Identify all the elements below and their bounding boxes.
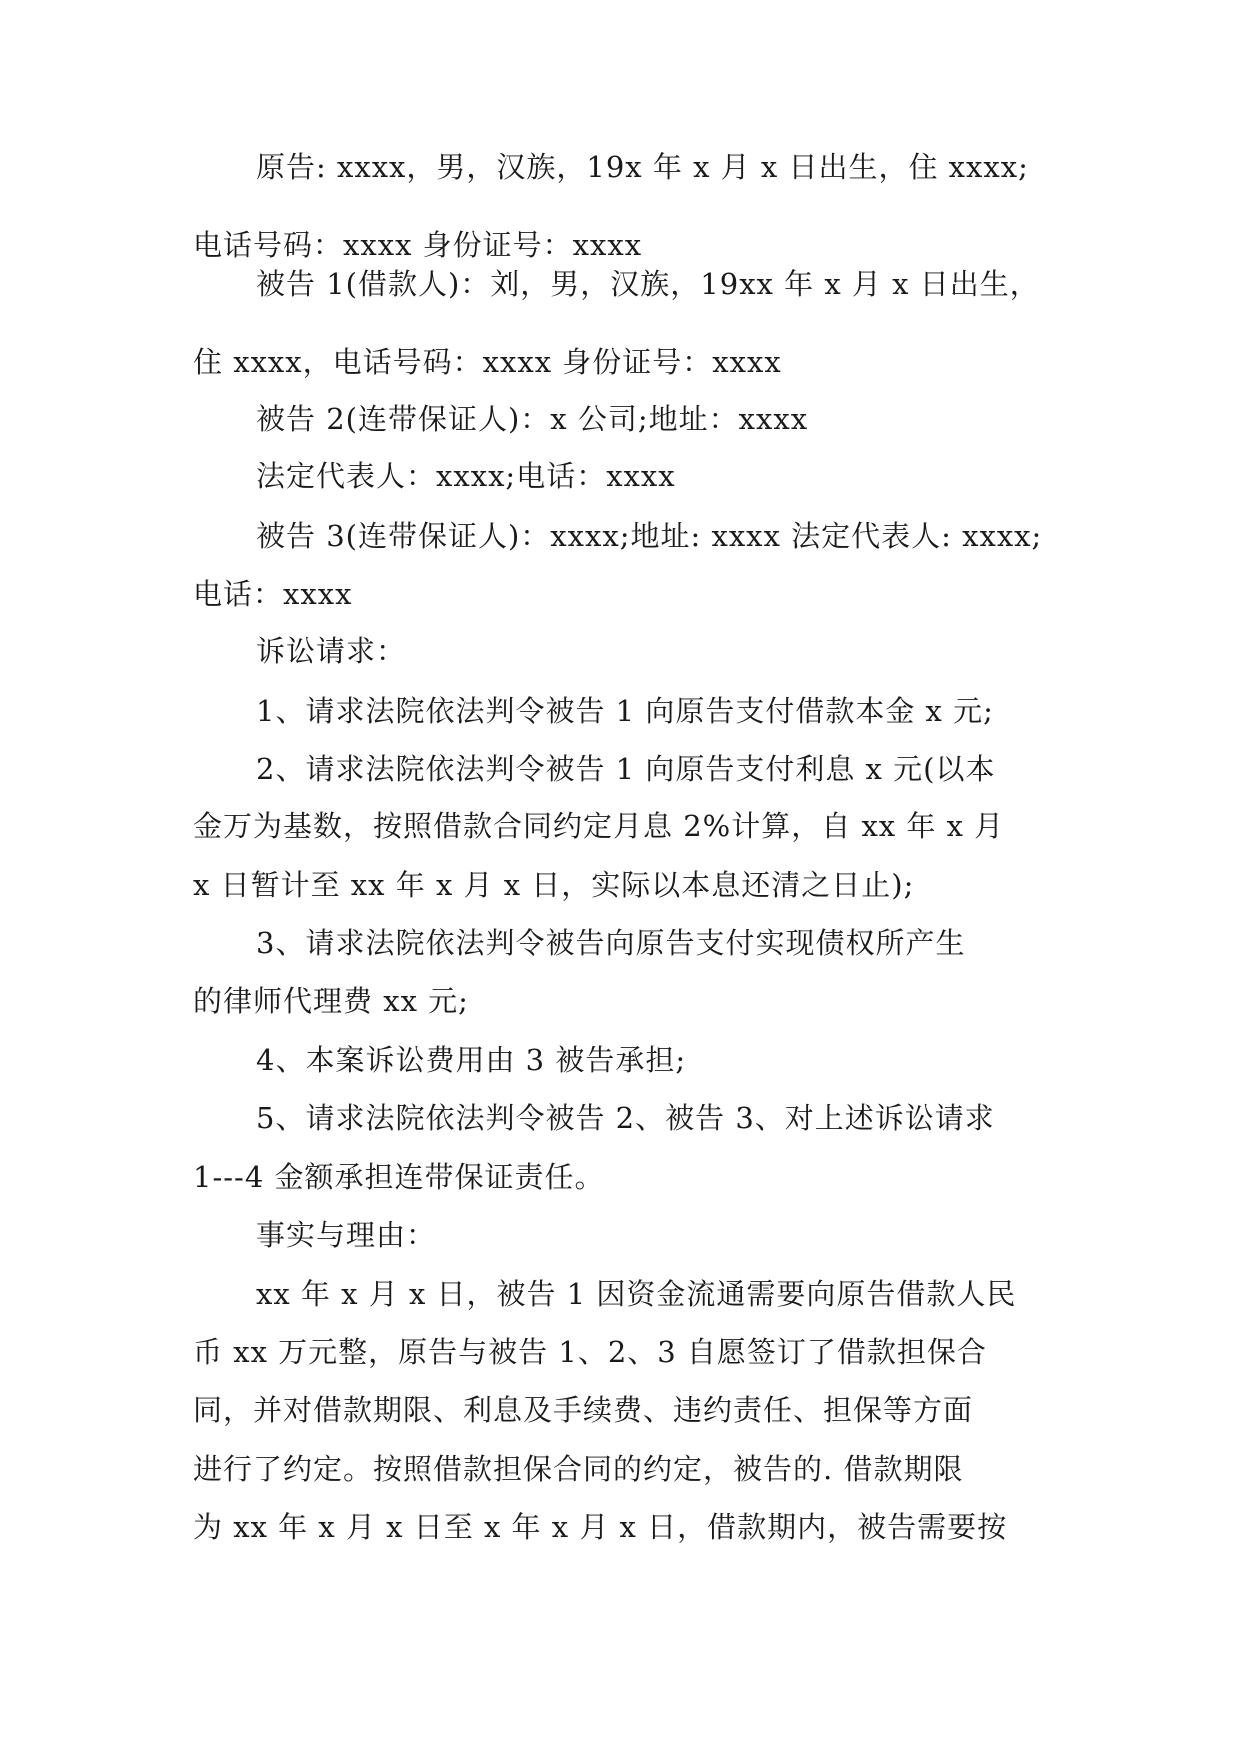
defendant-3-phone-line: 电话：xxxx: [193, 577, 353, 611]
defendant-2-line: 被告 2(连带保证人)：x 公司;地址：xxxx: [256, 402, 809, 436]
facts-line-2: 币 xx 万元整，原告与被告 1、2、3 自愿签订了借款担保合: [193, 1335, 987, 1369]
defendant-1-contact-line: 住 xxxx，电话号码：xxxx 身份证号：xxxx: [193, 345, 782, 379]
facts-line-1: xx 年 x 月 x 日，被告 1 因资金流通需要向原告借款人民: [256, 1277, 1017, 1311]
defendant-1-line: 被告 1(借款人)：刘，男，汉族，19xx 年 x 月 x 日出生，: [256, 267, 1040, 301]
facts-line-5: 为 xx 年 x 月 x 日至 x 年 x 月 x 日，借款期内，被告需要按: [193, 1510, 1008, 1544]
claim-5-line-1: 5、请求法院依法判令被告 2、被告 3、对上述诉讼请求: [256, 1101, 995, 1135]
legal-rep-line: 法定代表人：xxxx;电话：xxxx: [256, 459, 676, 493]
plaintiff-contact-line: 电话号码：xxxx 身份证号：xxxx: [193, 228, 643, 262]
claim-3-line-1: 3、请求法院依法判令被告向原告支付实现债权所产生: [256, 926, 966, 960]
plaintiff-line: 原告: xxxx，男，汉族，19x 年 x 月 x 日出生，住 xxxx;: [256, 150, 1029, 184]
defendant-3-line: 被告 3(连带保证人)：xxxx;地址: xxxx 法定代表人: xxxx;: [256, 519, 1043, 553]
facts-line-3: 同，并对借款期限、利息及手续费、违约责任、担保等方面: [193, 1393, 974, 1427]
claim-5-line-2: 1---4 金额承担连带保证责任。: [193, 1160, 605, 1194]
claim-2-line-1: 2、请求法院依法判令被告 1 向原告支付利息 x 元(以本: [256, 752, 996, 786]
facts-heading: 事实与理由：: [256, 1218, 437, 1252]
claim-4: 4、本案诉讼费用由 3 被告承担;: [256, 1043, 687, 1077]
claim-2-line-2: 金万为基数，按照借款合同约定月息 2%计算，自 xx 年 x 月: [193, 809, 1005, 843]
facts-line-4: 进行了约定。按照借款担保合同的约定，被告的. 借款期限: [193, 1452, 964, 1486]
claim-3-line-2: 的律师代理费 xx 元;: [193, 984, 469, 1018]
claim-2-line-3: x 日暂计至 xx 年 x 月 x 日，实际以本息还清之日止);: [193, 868, 915, 902]
claims-heading: 诉讼请求：: [256, 634, 407, 668]
claim-1: 1、请求法院依法判令被告 1 向原告支付借款本金 x 元;: [256, 694, 994, 728]
